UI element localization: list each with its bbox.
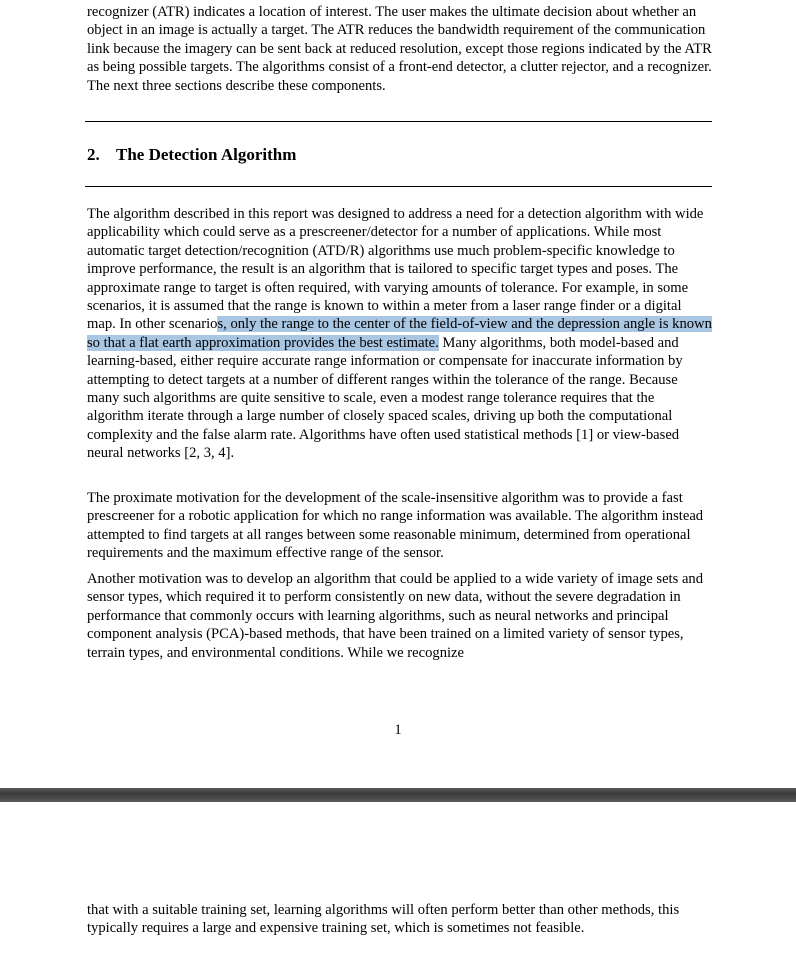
body-paragraph-continuation[interactable]	[87, 901, 712, 938]
section-title: The Detection Algorithm	[116, 145, 297, 164]
section-number: 2.	[87, 145, 100, 164]
paragraph-text[interactable]: Another motivation was to develop an algorithm that could be applied to a wide variety of image sets and sensor types, which required it to perform consistently on new data, without the severe degradation in performance that commonly occurs with learning algorithms, such as neural networks and principal component analysis (PCA)-based methods, that have been trained on a limited variety of sensor types, terrain types, and environmental conditions. While we recognize	[87, 571, 704, 661]
document-page-2	[0, 802, 796, 961]
body-paragraph-3[interactable]	[87, 570, 712, 662]
section-heading	[87, 144, 296, 166]
paragraph-text: recognizer (ATR) indicates a location of interest. The user makes the ultimate decision about whether an object in an image is actually a target. The ATR reduces the bandwidth requirement of the communication link because the imagery can be sent back at reduced resolution, except those regions indicated by the ATR as being possible targets. The algorithms consist of a front-end detector, a clutter rejector, and a recognizer. The next three sections describe these components.	[87, 4, 712, 94]
paragraph-text[interactable]: The algorithm described in this report was designed to address a need for a detection algorithm with wide applicability which could serve as a prescreener/detector for a number of applications. While most automatic target detection/recognition (ATD/R) algorithms use much problem-specific knowledge to improve performance, the result is an algorithm that is tailored to specific target types and poses. The approximate range to target is often required, with varying amounts of tolerance. For example, in some scenarios, it is assumed that the range is known to within a meter from a laser range finder or a digital map. In other scenario	[87, 206, 704, 333]
paragraph-text[interactable]: The proximate motivation for the development of the scale-insensitive algorithm was to provide a fast prescreener for a robotic application for which no range information was available. The algorithm instead attempted to find targets at all ranges between some reasonable minimum, determined from operational requirements and the maximum effective range of the sensor.	[87, 490, 704, 562]
page-separator	[0, 788, 796, 802]
section-divider-bottom	[85, 186, 712, 187]
section-divider-top	[85, 121, 712, 122]
paragraph-text[interactable]: that with a suitable training set, learning algorithms will often perform better than other methods, this typically requires a large and expensive training set, which is sometimes not feasible.	[87, 902, 680, 937]
selected-text-highlight[interactable]: s, only the range to the center of the field-of-view and the depression angle is known so that a flat earth approximation provides the best estimate.	[87, 316, 712, 351]
intro-paragraph-tail	[87, 3, 712, 95]
body-paragraph-1[interactable]	[87, 205, 712, 463]
page-number: 1	[394, 722, 402, 738]
paragraph-text[interactable]: Many algorithms, both model-based and learning-based, either require accurate range information or compensate for inaccurate information by attempting to detect targets at a number of different ranges within the tolerance of the range. Because many such algorithms are quite sensitive to scale, even a modest range tolerance requires that the algorithm iterate through a large number of closely spaced scales, driving up both the computational complexity and the false alarm rate. Algorithms have often used statistical methods [1] or view-based neural networks [2, 3, 4].	[87, 334, 683, 462]
body-paragraph-2[interactable]	[87, 489, 712, 563]
